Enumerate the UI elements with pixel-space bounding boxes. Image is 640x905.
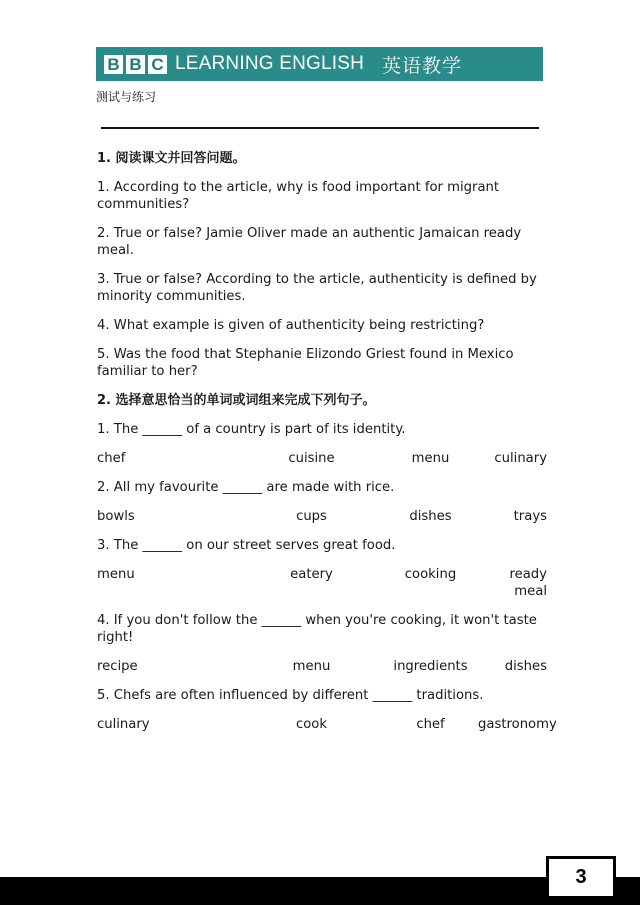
divider (101, 127, 539, 129)
question-4: 4. What example is given of authenticity being restricting? (97, 318, 485, 333)
option-word: menu (97, 567, 135, 582)
brand-title: LEARNING ENGLISH (175, 53, 365, 74)
option-word: cooking (404, 567, 457, 582)
fill-blank-sentence-5: 5. Chefs are often influenced by different ______ traditions. (97, 688, 484, 703)
question-3: 3. True or false? According to the article, authenticity is defined by minority communities. (97, 272, 537, 304)
footer-bar (0, 877, 640, 905)
options-row-4 (97, 658, 547, 675)
bbc-logo-block: B (126, 55, 145, 74)
bbc-logo-block: B (104, 55, 123, 74)
bbc-logo (104, 55, 167, 74)
option-word: menu (292, 659, 331, 674)
option-word: dishes (409, 509, 452, 524)
option-word: ready meal (509, 567, 547, 599)
option-word: trays (513, 509, 547, 524)
brand-title-chinese: 英语教学 (382, 54, 463, 77)
option-word: cups (296, 509, 327, 524)
question-1: 1. According to the article, why is food important for migrant communities? (97, 180, 500, 212)
worksheet-content (97, 150, 557, 745)
options-row-5 (97, 716, 557, 733)
option-word: eatery (290, 567, 333, 582)
option-word: ingredients (393, 659, 468, 674)
option-word: culinary (494, 451, 547, 466)
fill-blank-sentence-4: 4. If you don't follow the ______ when you're cooking, it won't taste right! (97, 613, 537, 645)
fill-blank-sentence-1: 1. The ______ of a country is part of its identity. (97, 422, 406, 437)
section-1-heading: 1. 阅读课文并回答问题。 (97, 151, 246, 166)
section-2-heading: 2. 选择意思恰当的单词或词组来完成下列句子。 (97, 393, 376, 408)
fill-blank-sentence-2: 2. All my favourite ______ are made with rice. (97, 480, 395, 495)
option-word: recipe (97, 659, 138, 674)
question-5: 5. Was the food that Stephanie Elizondo Griest found in Mexico familiar to her? (97, 347, 514, 379)
options-row-1 (97, 450, 547, 467)
option-word: chef (97, 451, 126, 466)
page-number: 3 (546, 856, 616, 899)
option-word: dishes (504, 659, 547, 674)
option-word: gastronomy (478, 717, 557, 732)
header-banner (96, 47, 543, 81)
options-row-3 (97, 566, 547, 600)
option-word: culinary (97, 717, 150, 732)
option-word: chef (416, 717, 445, 732)
bbc-logo-block: C (148, 55, 167, 74)
fill-blank-sentence-3: 3. The ______ on our street serves great food. (97, 538, 396, 553)
section-label: 测试与练习 (96, 90, 157, 104)
options-row-2 (97, 508, 547, 525)
option-word: cuisine (288, 451, 335, 466)
question-2: 2. True or false? Jamie Oliver made an authentic Jamaican ready meal. (97, 226, 522, 258)
option-word: cook (295, 717, 328, 732)
option-word: menu (411, 451, 450, 466)
option-word: bowls (97, 509, 135, 524)
